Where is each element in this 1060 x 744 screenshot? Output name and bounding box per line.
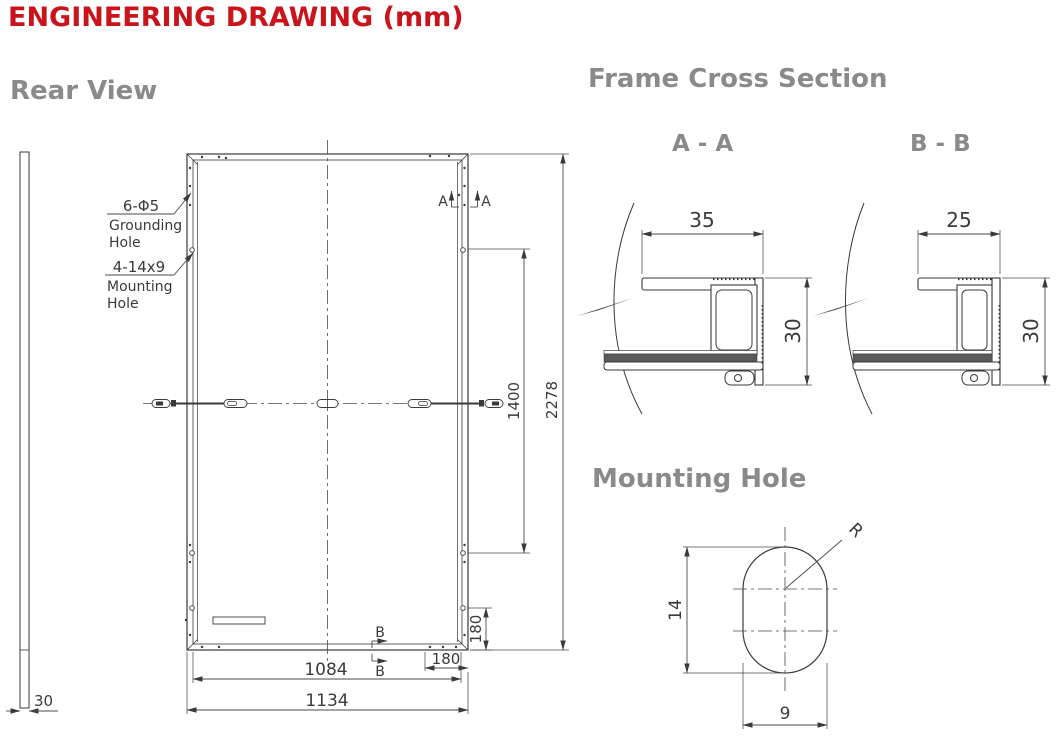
- dim-mh-height: 14: [666, 599, 686, 621]
- mounting-callout-line2: Mounting: [107, 279, 173, 295]
- dim-bb-height: 30: [1019, 318, 1043, 344]
- mounting-hole-callout: [105, 253, 193, 312]
- dim-1134: 1134: [305, 691, 349, 711]
- dim-180-horizontal: 180: [431, 650, 461, 668]
- dim-mh-width: 9: [779, 704, 791, 724]
- section-marker-b: [372, 625, 387, 680]
- section-b-letter-top: B: [375, 625, 385, 641]
- frame-cross-section-heading: Frame Cross Section: [588, 64, 888, 94]
- dim-bb-width: 25: [946, 208, 972, 232]
- mounting-hole-detail: [666, 519, 867, 729]
- rear-view-heading: Rear View: [10, 76, 158, 106]
- dim-side-thickness: 30: [34, 692, 54, 710]
- section-aa-label: A - A: [672, 131, 734, 157]
- grounding-callout-line2: Grounding: [109, 218, 183, 234]
- panel-label-sticker: [213, 617, 265, 624]
- section-b-letter-bottom: B: [375, 664, 385, 680]
- dim-1084: 1084: [304, 660, 348, 680]
- section-a-letter-right: A: [481, 194, 491, 210]
- dim-mh-radius: R: [844, 519, 867, 542]
- section-aa-drawing: [577, 203, 812, 414]
- grounding-hole-callout: [107, 193, 191, 251]
- section-a-letter-left: A: [438, 194, 448, 210]
- mounting-hole-heading: Mounting Hole: [592, 464, 807, 494]
- mounting-callout-line3: Hole: [107, 296, 139, 312]
- dim-aa-height: 30: [781, 318, 805, 344]
- dim-1400: 1400: [505, 381, 523, 421]
- grounding-callout-line3: Hole: [109, 235, 141, 251]
- dim-aa-width: 35: [689, 208, 715, 232]
- section-bb-drawing: [813, 203, 1050, 414]
- rear-view-panel: [143, 140, 503, 663]
- dim-2278: 2278: [543, 380, 561, 420]
- grounding-callout-value: 6-Φ5: [122, 197, 160, 215]
- side-view-profile: [6, 152, 58, 711]
- mounting-callout-value: 4-14x9: [112, 258, 166, 276]
- page-title: ENGINEERING DRAWING (mm): [8, 2, 464, 33]
- section-bb-label: B - B: [910, 131, 971, 157]
- dim-180-vertical: 180: [467, 614, 485, 644]
